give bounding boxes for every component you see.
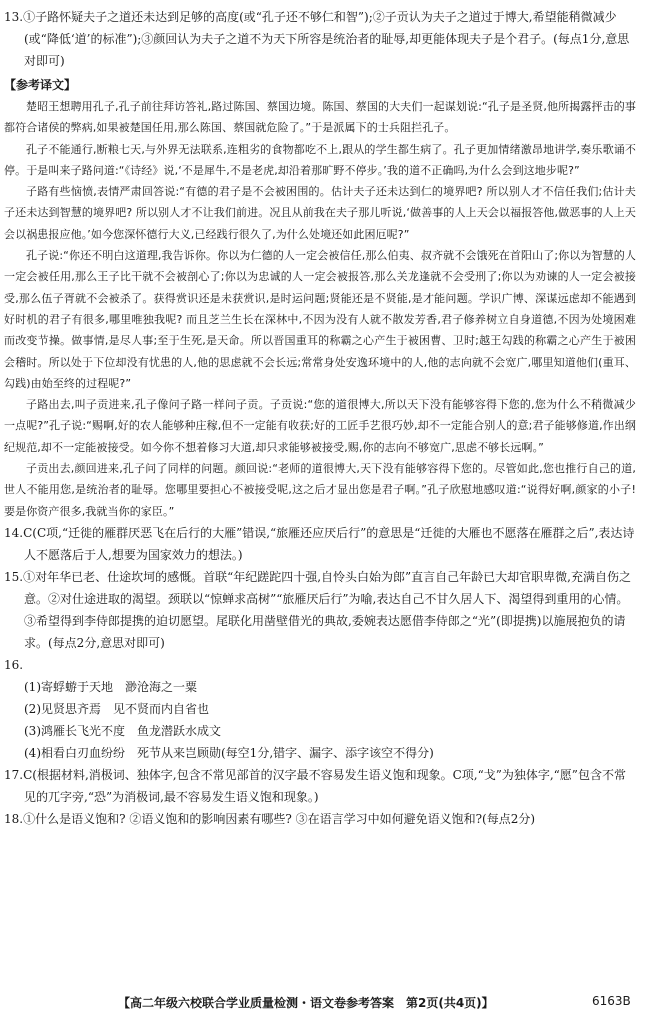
- answer-16-item: (2)见贤思齐焉 见不贤而内自省也: [24, 701, 209, 716]
- answer-16-item: (1)寄蜉蝣于天地 渺沧海之一粟: [24, 679, 197, 694]
- answer-15: [4, 566, 636, 654]
- question-number: 15.: [4, 569, 24, 584]
- answer-text: ①子路怀疑夫子之道还未达到足够的高度(或“孔子还不够仁和智”);②子贡认为夫子之道过于博大,希望能稍微减少(或“降低‘道’的标准”);③颜回认为夫子之道不为天下所容是统治者的耻辱,却更能体现夫子是个君子。(每点1分,意思对即可): [23, 10, 630, 68]
- answer-16-item: (4)相看白刃血纷纷 死节从来岂顾勋(每空1分,错字、漏字、添字该空不得分): [24, 745, 434, 760]
- answer-text: C(C项,“迁徙的雁群厌恶飞在后行的大雁”错误,“旅雁还应厌后行”的意思是“迁徙的大雁也不愿落在雁群之后”,表达诗人不愿落后于人,想要为国家效力的想法。): [23, 525, 635, 562]
- answer-17: [4, 764, 636, 808]
- answer-page: [4, 6, 636, 830]
- footer-title: 【高二年级六校联合学业质量检测・语文卷参考答案 第2页(共4页)】: [118, 996, 494, 1010]
- answer-14: [4, 522, 636, 566]
- question-number: 13.: [4, 10, 24, 24]
- question-number: 18.: [4, 811, 24, 826]
- question-number: 16.: [4, 657, 24, 672]
- translation-paragraph: 子路出去,叫子贡进来,孔子像问子路一样问子贡。子贡说:“您的道很博大,所以天下没有能够容得下您的,您为什么不稍微减少一点呢?”孔子说:“赐啊,好的农人能够种庄稼,但不一定能有收获;好的工匠手艺很巧妙,却不一定能合别人的意;君子能够修道,作出纲纪规范,却不一定能被接受。如今你不想着修习大道,却只求能够被接受,赐,你的志向不够宽广,思虑不够长远啊。”: [4, 398, 636, 454]
- footer-code: 6163B: [592, 994, 631, 1008]
- answer-text: C(根据材料,消极词、独体字,包含不常见部首的汉字最不容易发生语义饱和现象。C项,“戈”为独体字,“愿”包含不常见的兀字旁,“恐”为消极词,最不容易发生语义饱和现象。): [23, 767, 626, 804]
- question-number: 14.: [4, 525, 24, 540]
- answer-16-item: (3)鸿雁长飞光不度 鱼龙潜跃水成文: [24, 723, 221, 738]
- translation-paragraph: 孔子说:“你还不明白这道理,我告诉你。你以为仁德的人一定会被信任,那么伯夷、叔齐就不会饿死在首阳山了;你以为智慧的人一定会被任用,那么王子比干就不会被剖心了;你以为忠诚的人一定会被报答,那么关龙逢就不会受刑了;你以为劝谏的人一定会被接受,那么伍子胥就不会被杀了。获得赏识还是未获赏识,是时运问题;贤能还是不贤能,是才能问题。学识广博、深谋远虑却不能遇到好时机的君子有很多,哪里唯独我呢? 而且芝兰生长在深林中,不因为没有人就不散发芳香,君子修养树立自身道德,不因为处境困难而改变节操。做事情,是尽人事;至于生死,是天命。所以晋国重耳的称霸之心产生于被困曹、卫时;越王勾践的称霸之心产生于被困会稽时。所以处于下位却没有忧患的人,他的思虑就不会长远;常常身处安逸环境中的人,他的志向就不会宽广,哪里知道他们(重耳、勾践)由始至终的过程呢?”: [4, 249, 636, 390]
- translation-paragraph: 孔子不能通行,断粮七天,与外界无法联系,连粗劣的食物都吃不上,跟从的学生都生病了。孔子更加情绪激昂地讲学,奏乐歌诵不停。于是叫来子路问道:“《诗经》说,‘不是犀牛,不是老虎,却沿着那旷野不停步。’我的道不正确吗,为什么会到这地步呢?”: [4, 142, 636, 177]
- answer-13: [4, 6, 636, 72]
- translation-paragraph: 楚昭王想聘用孔子,孔子前往拜访答礼,路过陈国、蔡国边境。陈国、蔡国的大夫们一起谋划说:“孔子是圣贤,他所揭露抨击的事都符合诸侯的弊病,如果被楚国任用,那么陈国、蔡国就危险了。”于是派属下的士兵阻拦孔子。: [4, 100, 636, 135]
- translation-paragraph: 子路有些恼愤,表情严肃回答说:“有德的君子是不会被困围的。估计夫子还未达到仁的境界吧? 所以别人才不信任我们;估计夫子还未达到智慧的境界吧? 所以别人才不让我们前进。况且从前我在夫子那儿听说,‘做善事的人上天会以福报答他,做恶事的人上天会以祸患报应他。’如今您深怀德行大义,已经践行很久了,为什么处境还如此困厄呢?”: [4, 185, 636, 241]
- answer-18: [4, 808, 636, 830]
- answer-16: [4, 654, 636, 676]
- translation-paragraph: 子贡出去,颜回进来,孔子问了同样的问题。颜回说:“老师的道很博大,天下没有能够容得下您的。尽管如此,您也推行自己的道,世人不能用您,是统治者的耻辱。您哪里要担心不被接受呢,这之后才显出您是君子啊。”孔子欣慰地感叹道:“说得好啊,颜家的小子! 要是你资产很多,我就当你的家臣。”: [4, 462, 636, 518]
- answer-text: ①对年华已老、仕途坎坷的感慨。首联“年纪蹉跎四十强,自怜头白始为郎”直言自己年龄已大却官职卑微,充满自伤之意。②对仕途进取的渴望。颈联以“惊蝉求高树”“旅雁厌后行”为喻,表达自己不甘久居人下、渴望得到重用的心情。③希望得到李侍郎提携的迫切愿望。尾联化用凿壁借光的典故,委婉表达愿借李侍郎之“光”(即提携)以施展抱负的请求。(每点2分,意思对即可): [23, 569, 631, 650]
- translation-label: 【参考译文】: [4, 78, 77, 92]
- answer-text: ①什么是语义饱和? ②语义饱和的影响因素有哪些? ③在语言学习中如何避免语义饱和?(每点2分): [23, 811, 536, 826]
- question-number: 17.: [4, 767, 24, 782]
